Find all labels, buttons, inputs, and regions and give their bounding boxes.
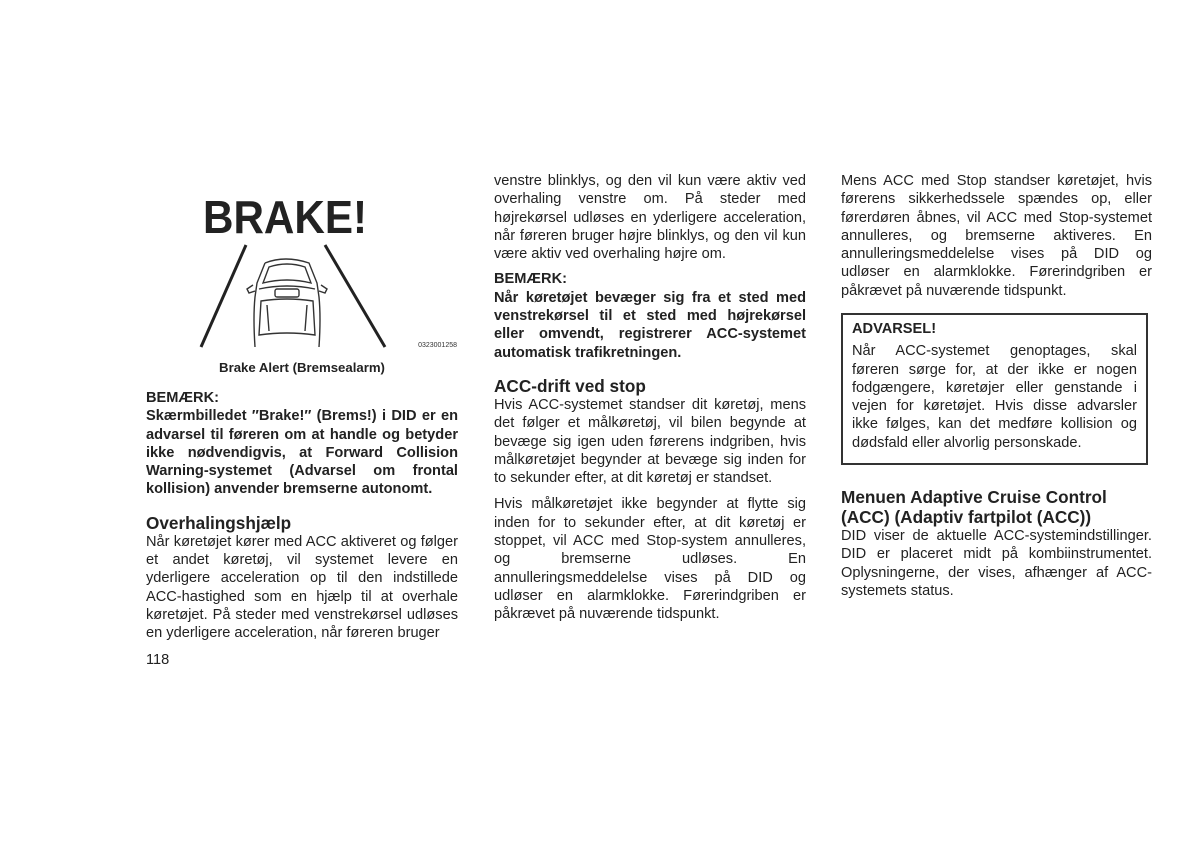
left-column: [146, 389, 458, 643]
note-label: BEMÆRK:: [494, 271, 567, 288]
brake-text: BRAKE!: [203, 191, 367, 243]
right-column-lower: [841, 487, 1152, 600]
paragraph: venstre blinklys, og den vil kun være aktiv ved overhaling venstre om. På steder med højrekørsel udløses en yderligere acceleration, når føreren bruger højre blinklys, og den vil kun være aktiv ved overhaling højre om.: [494, 173, 806, 263]
paragraph: Mens ACC med Stop standser køretøjet, hvis førerens sikkerhedssele spændes op, eller førerdøren åbnes, vil ACC med Stop-systemet annulleres, og bremserne aktiveres. En annulleringsmeddelelse vises på DID og udløser en alarmklokke. Førerindgriben er påkrævet på nuværende tidspunkt.: [841, 173, 1152, 299]
car-icon: [247, 259, 327, 347]
right-column: [841, 172, 1152, 300]
warning-text: Når ACC-systemet genoptages, skal føreren sørge for, at der ikke er nogen fodgængere, køretøjer eller genstande i vejen for køretøjet. Hvis disse advarsler ikke følges, kan det medføre kollision og dødsfald eller alvorlig personskade.: [852, 343, 1137, 451]
paragraph: Når køretøjet kører med ACC aktiveret og følger et andet køretøj, vil systemet levere en yderligere acceleration op til den indstillede ACC-hastighed som en hjælp til at overhale køretøjet. På steder med venstrekørsel udløses en yderligere acceleration, når føreren bruger: [146, 533, 458, 642]
paragraph: Hvis ACC-systemet standser dit køretøj, mens det følger et målkøretøj, vil bilen begynde at bevæge sig igen uden førerens indgriben, hvis målkøretøjet begynder at bevæge sig inden for to sekunder efter, at dit køretøj er standset.: [494, 396, 806, 487]
note-text: Når køretøjet bevæger sig fra et sted med venstrekørsel til et sted med højrekørsel eller omvendt, registrerer ACC-systemet automatisk trafikretningen.: [494, 289, 806, 361]
section-heading: Menuen Adaptive Cruise Control (ACC) (Adaptiv fartpilot (ACC)): [841, 487, 1107, 527]
paragraph: Hvis målkøretøjet ikke begynder at flytte sig inden for to sekunder efter, at dit køretøj er stoppet, vil ACC med Stop-system annulleres, og bremserne udløses. En annulleringsmeddelelse vises på DID og udløser en alarmklokke. Førerindgriben er påkrævet på nuværende tidspunkt.: [494, 496, 806, 623]
brake-alert-figure: [199, 185, 461, 353]
section-heading: ACC-drift ved stop: [494, 375, 646, 396]
figure-code: 0323001258: [418, 342, 457, 349]
brake-alert-illustration: [199, 185, 461, 353]
page-number: 118: [146, 652, 170, 668]
section-heading: Overhalingshjælp: [146, 512, 292, 533]
warning-box: [841, 313, 1148, 465]
figure-caption: Brake Alert (Bremsealarm): [219, 360, 385, 375]
note-label: BEMÆRK:: [146, 390, 219, 406]
warning-label: ADVARSEL!: [852, 321, 937, 337]
lane-line-right: [325, 245, 385, 347]
lane-line-left: [201, 245, 246, 347]
note-text: Skærmbilledet ″Brake!″ (Brems!) i DID er en advarsel til føreren om at handle og betyder ikke nødvendigvis, at Forward Collision Warning-systemet (Advarsel om frontal kollision) anvender bremserne autonomt.: [146, 408, 458, 498]
paragraph: DID viser de aktuelle ACC-systemindstillinger. DID er placeret midt på kombiinstrumentet. Oplysningerne, der vises, afhænger af ACC-systemets status.: [841, 528, 1152, 599]
middle-column: [494, 172, 806, 624]
